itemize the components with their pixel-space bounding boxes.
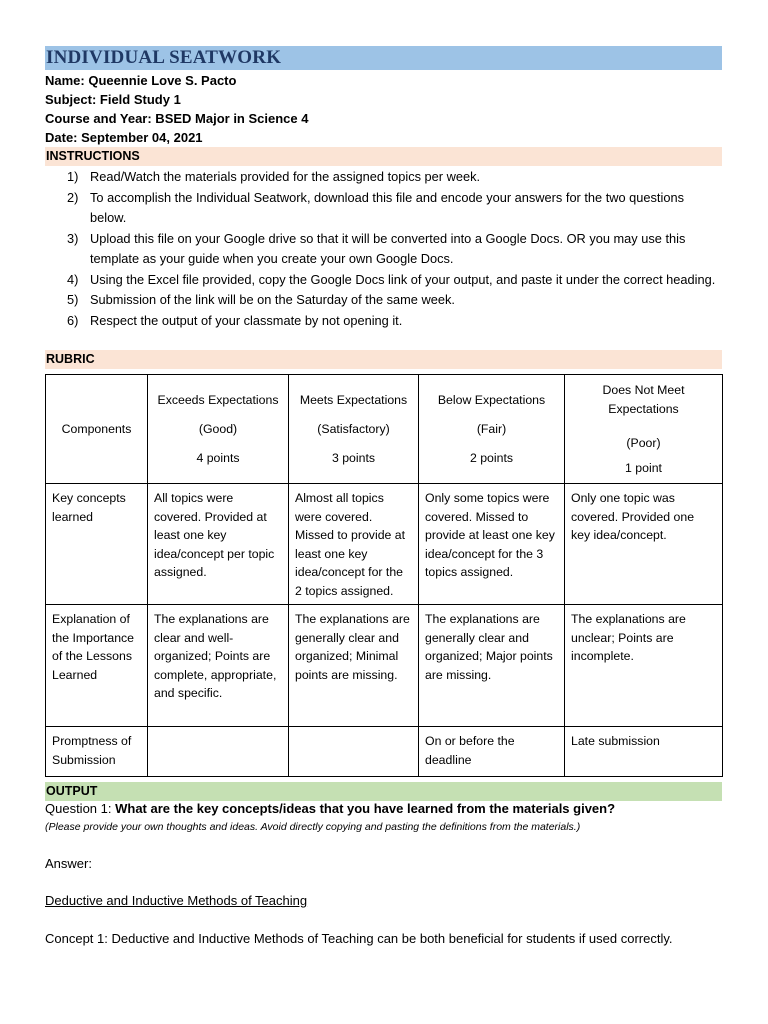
question-1	[45, 801, 615, 816]
table-row	[46, 605, 723, 727]
table-row	[46, 484, 723, 605]
instruction-item: 3) Upload this file on your Google drive so that it will be converted into a Google Docs. OR you may use this template as your guide when you create your own Google Docs.	[67, 230, 686, 266]
instruction-item: 2) To accomplish the Individual Seatwork, download this file and encode your answers for the two questions below.	[67, 189, 684, 225]
cell-below: The explanations are generally clear and organized; Major points are missing.	[419, 605, 565, 727]
output-heading-bar	[45, 782, 722, 801]
cell-below: On or before the deadline	[419, 727, 565, 777]
instructions-heading: INSTRUCTIONS	[46, 149, 140, 163]
header-exceeds: Exceeds Expectations (Good) 4 points	[148, 375, 289, 484]
header-components: Components	[46, 375, 148, 484]
rubric-table	[45, 374, 723, 777]
concept-1: Concept 1: Deductive and Inductive Methods of Teaching can be both beneficial for students if used correctly.	[45, 931, 673, 946]
date-line: Date: September 04, 2021	[45, 130, 203, 145]
cell-does-not-meet: Late submission	[565, 727, 723, 777]
cell-meets: The explanations are generally clear and organized; Minimal points are missing.	[289, 605, 419, 727]
instructions-list	[45, 167, 722, 331]
document-title: INDIVIDUAL SEATWORK	[46, 47, 282, 68]
rubric-heading: RUBRIC	[46, 352, 95, 366]
output-heading: OUTPUT	[46, 784, 98, 798]
cell-exceeds	[148, 727, 289, 777]
title-banner	[45, 46, 722, 70]
instruction-item: 5) Submission of the link will be on the Saturday of the same week.	[67, 292, 455, 307]
name-line: Name: Queennie Love S. Pacto	[45, 73, 237, 88]
instruction-item: 4) Using the Excel file provided, copy the Google Docs link of your output, and paste it under the correct heading.	[67, 271, 716, 287]
cell-meets: Almost all topics were covered. Missed to provide at least one key idea/concept for the 2 topics assigned.	[289, 484, 419, 605]
rubric-header-row	[46, 375, 723, 484]
subject-line: Subject: Field Study 1	[45, 92, 181, 107]
header-does-not-meet: Does Not Meet Expectations (Poor) 1 point	[565, 375, 723, 484]
instruction-item: 6) Respect the output of your classmate by not opening it.	[67, 312, 403, 328]
course-line: Course and Year: BSED Major in Science 4	[45, 111, 309, 126]
cell-below: Only some topics were covered. Missed to provide at least one key idea/concept for the 3 topics assigned.	[419, 484, 565, 605]
row-component: Explanation of the Importance of the Lessons Learned	[46, 605, 148, 727]
instruction-item: 1) Read/Watch the materials provided for the assigned topics per week.	[67, 169, 481, 184]
question-text: What are the key concepts/ideas that you have learned from the materials given?	[115, 801, 616, 816]
cell-meets	[289, 727, 419, 777]
topic-heading: Deductive and Inductive Methods of Teaching	[45, 893, 308, 908]
rubric-heading-bar	[45, 350, 722, 369]
table-row	[46, 727, 723, 777]
instructions-heading-bar	[45, 147, 722, 166]
cell-exceeds: The explanations are clear and well-organized; Points are complete, appropriate, and specific.	[148, 605, 289, 727]
header-below: Below Expectations (Fair) 2 points	[419, 375, 565, 484]
question-note: (Please provide your own thoughts and ideas. Avoid directly copying and pasting the definitions from the materials.)	[45, 821, 581, 833]
cell-exceeds: All topics were covered. Provided at least one key idea/concept per topic assigned.	[148, 484, 289, 605]
answer-label: Answer:	[45, 856, 92, 871]
cell-does-not-meet: The explanations are unclear; Points are incomplete.	[565, 605, 723, 727]
cell-does-not-meet: Only one topic was covered. Provided one key idea/concept.	[565, 484, 723, 605]
row-component: Promptness of Submission	[46, 727, 148, 777]
header-meets: Meets Expectations (Satisfactory) 3 points	[289, 375, 419, 484]
row-component: Key concepts learned	[46, 484, 148, 605]
question-label: Question 1:	[45, 801, 116, 816]
